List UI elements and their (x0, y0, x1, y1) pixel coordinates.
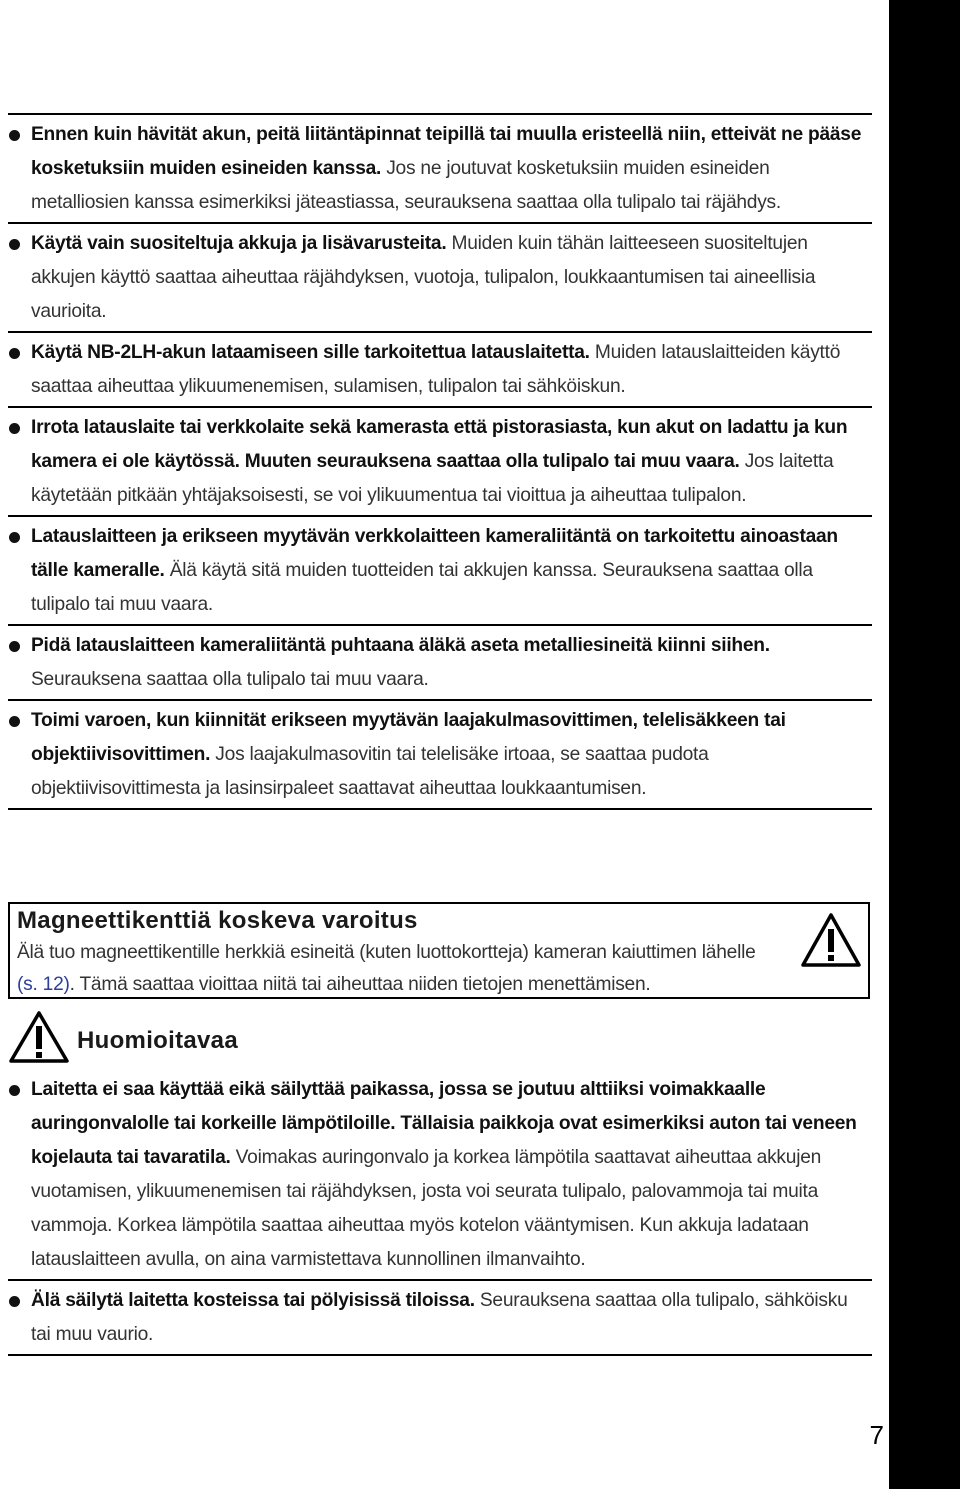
bullet-icon (9, 423, 20, 434)
magnetic-warning-text (17, 937, 777, 1001)
bullet-icon (9, 641, 20, 652)
caution-list (8, 1070, 872, 1356)
bullet-icon (9, 716, 20, 727)
bullet-icon (9, 532, 20, 543)
warning-normal-text: Muiden latauslaitteiden käyttö saattaa aiheuttaa ylikuumenemisen, sulamisen, tulipalon tai sähköiskun. (31, 342, 841, 397)
caution-normal-text: Seurauksena saattaa olla tulipalo, sähköisku tai muu vaurio. (31, 1290, 848, 1345)
warning-item (8, 699, 872, 810)
bullet-icon (9, 239, 20, 250)
caution-item (8, 1070, 872, 1279)
page-number: 7 (869, 1420, 884, 1450)
magnetic-warning-title: Magneettikenttiä koskeva varoitus (17, 907, 418, 934)
warning-bold-text: Käytä NB-2LH-akun lataamiseen sille tarkoitettua latauslaitetta. (31, 342, 590, 363)
caution-item (8, 1279, 872, 1356)
caution-bold-text: Laitetta ei saa käyttää eikä säilyttää paikassa, jossa se joutuu alttiiksi voimakkaalle auringonvalolle tai korkeille lämpötiloille. Tällaisia paikkoja ovat esimerkiksi auton tai veneen kojelauta tai tavaratila. (31, 1079, 857, 1168)
caution-header (8, 1010, 408, 1066)
warning-normal-text: Jos ne joutuvat kosketuksiin muiden esineiden metalliosien kanssa esimerkiksi jäteastiassa, seurauksena saattaa olla tulipalo tai räjähdys. (31, 158, 781, 213)
warning-item (8, 113, 872, 222)
magnetic-warning-text-part: . Tämä saattaa vioittaa niitä tai aiheuttaa niiden tietojen menettämisen. (69, 974, 651, 995)
caution-bold-text: Älä säilytä laitetta kosteissa tai pölyisissä tiloissa. (31, 1290, 475, 1311)
magnetic-field-warning-box (8, 902, 870, 999)
warning-item (8, 331, 872, 406)
warning-list (8, 113, 872, 810)
warning-bold-text: Toimi varoen, kun kiinnität erikseen myytävän laajakulmasovittimen, telelisäkkeen tai objektiivisovittimen. (31, 710, 786, 765)
warning-normal-text: Jos laajakulmasovitin tai telelisäke irtoaa, se saattaa pudota objektiivisovittimesta ja lasinsirpaleet saattavat aiheuttaa loukkaantumisen. (31, 744, 709, 799)
warning-item (8, 624, 872, 699)
bullet-icon (9, 1085, 20, 1096)
warning-item (8, 515, 872, 624)
page-edge-black-bar (889, 0, 960, 1489)
bullet-icon (9, 1296, 20, 1307)
caution-normal-text: Voimakas auringonvalo ja korkea lämpötila saattavat aiheuttaa akkujen vuotamisen, ylikuumenemisen tai räjähdyksen, josta voi seurata tulipalo, palovammoja tai muita vammoja. Korkea lämpötila saattaa aiheuttaa myös kotelon vääntymisen. Kun akkuja ladataan latauslaitteen avulla, on aina varmistettava kunnollinen ilmanvaihto. (31, 1147, 822, 1270)
warning-normal-text: Älä käytä sitä muiden tuotteiden tai akkujen kanssa. Seurauksena saattaa olla tulipalo tai muu vaara. (31, 560, 813, 615)
warning-bold-text: Irrota latauslaite tai verkkolaite sekä kamerasta että pistorasiasta, kun akut on ladattu ja kun kamera ei ole käytössä. Muuten seurauksena saattaa olla tulipalo tai muu vaara. (31, 417, 848, 472)
caution-triangle-icon (8, 1010, 70, 1064)
magnetic-warning-text-part: Älä tuo magneettikentille herkkiä esineitä (kuten luottokortteja) kameran kaiuttimen lähelle (17, 942, 756, 963)
warning-item (8, 406, 872, 515)
bullet-icon (9, 130, 20, 141)
bullet-icon (9, 348, 20, 359)
warning-normal-text: Seurauksena saattaa olla tulipalo tai muu vaara. (31, 669, 429, 690)
warning-normal-text: Muiden kuin tähän laitteeseen suositeltujen akkujen käyttö saattaa aiheuttaa räjähdyksen, vuotoja, tulipalon, loukkaantumisen tai aineellisia vaurioita. (31, 233, 816, 322)
caution-title: Huomioitavaa (77, 1027, 238, 1054)
warning-bold-text: Latauslaitteen ja erikseen myytävän verkkolaitteen kameraliitäntä on tarkoitettu ainoastaan tälle kameralle. (31, 526, 838, 581)
warning-item (8, 222, 872, 331)
page-reference-link[interactable]: (s. 12) (17, 974, 70, 995)
warning-bold-text: Pidä latauslaitteen kameraliitäntä puhtaana äläkä aseta metalliesineitä kiinni siihen. (31, 635, 770, 656)
warning-bold-text: Ennen kuin hävität akun, peitä liitäntäpinnat teipillä tai muulla eristeellä niin, etteivät ne pääse kosketuksiin muiden esineiden kanssa. (31, 124, 862, 179)
warning-triangle-icon (800, 912, 862, 968)
warning-bold-text: Käytä vain suositeltuja akkuja ja lisävarusteita. (31, 233, 447, 254)
warning-normal-text: Jos laitetta käytetään pitkään yhtäjaksoisesti, se voi ylikuumentua tai vioittua ja aiheuttaa tulipalon. (31, 451, 834, 506)
